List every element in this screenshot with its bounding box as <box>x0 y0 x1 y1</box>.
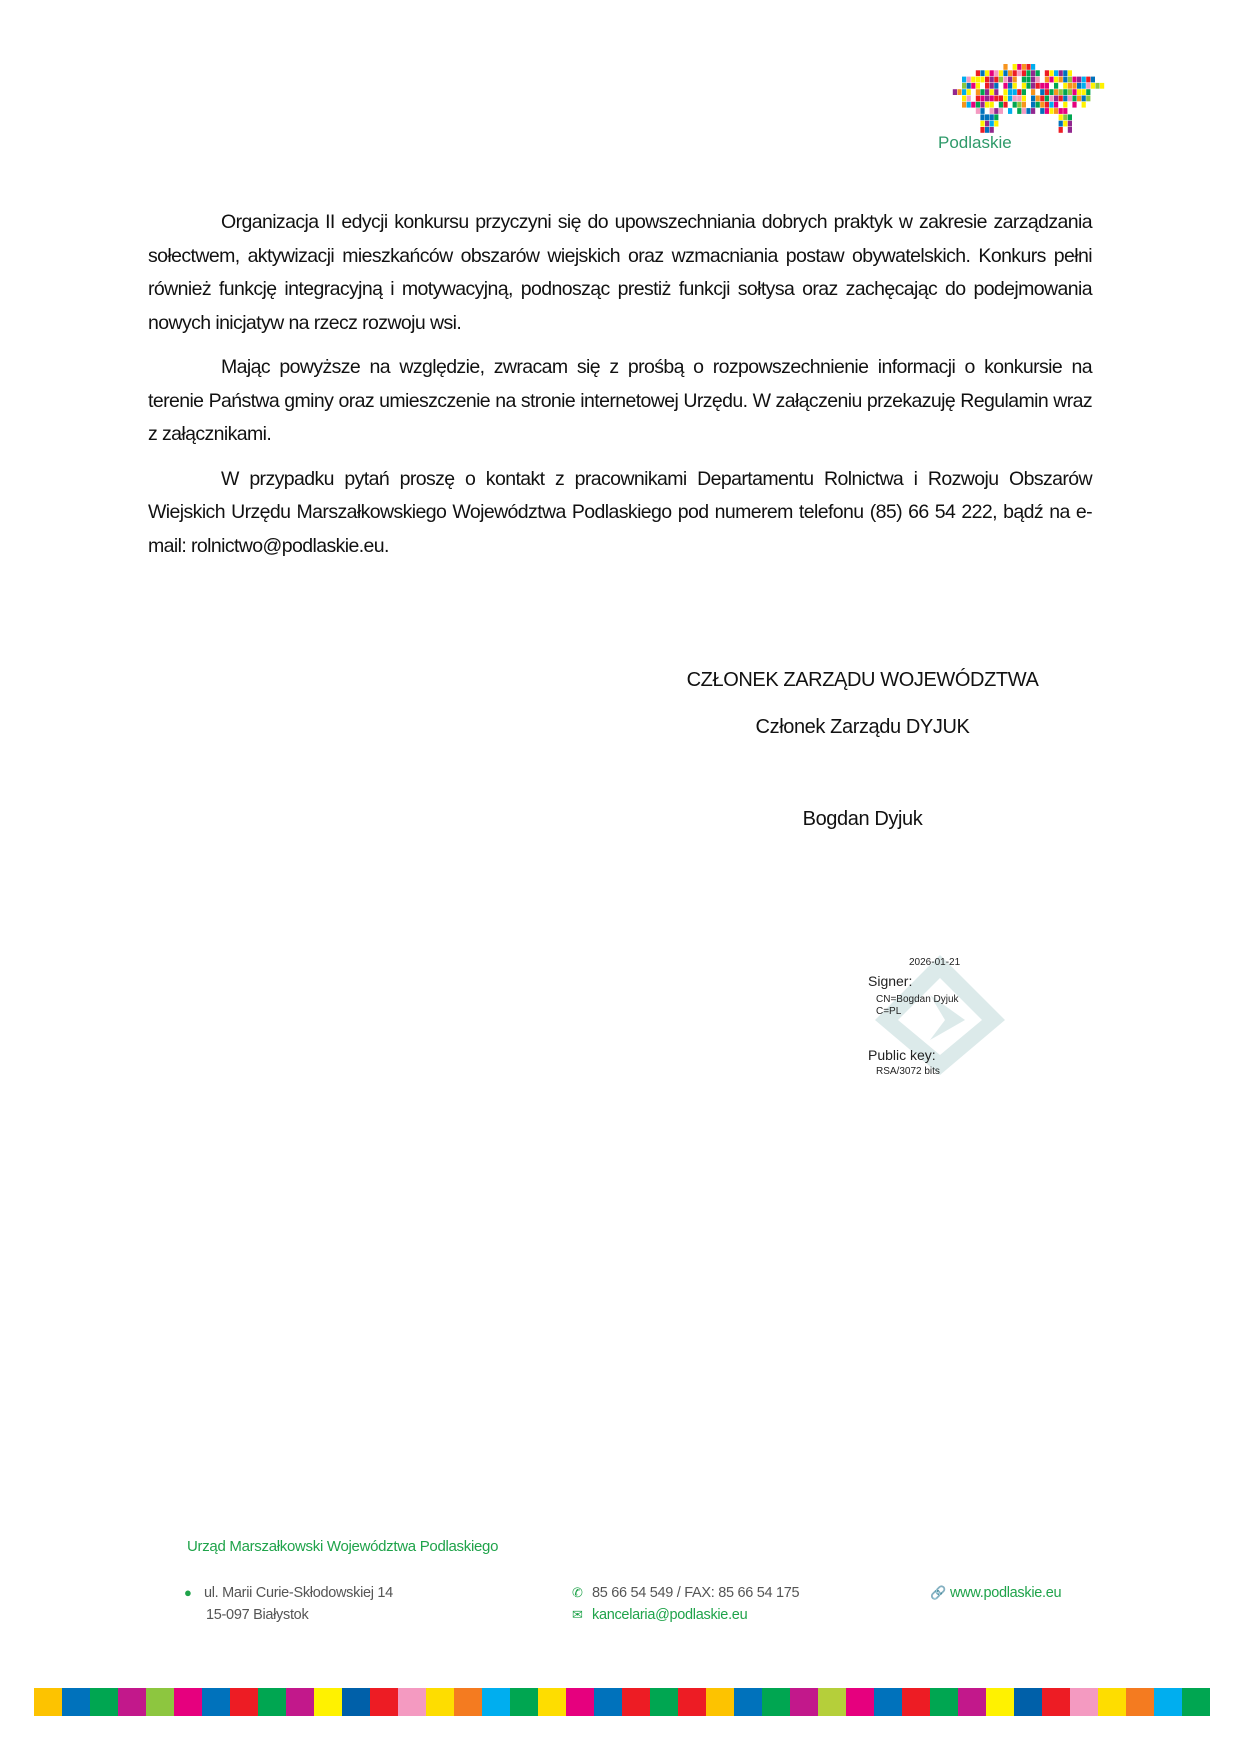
logo-pixel <box>1049 89 1053 95</box>
logo-pixel <box>1045 96 1049 102</box>
logo-pixel <box>1008 96 1012 102</box>
logo-pixel <box>1049 108 1053 114</box>
logo-pixel <box>1031 77 1035 83</box>
stripe-segment <box>146 1688 174 1716</box>
logo-pixel <box>1036 102 1040 108</box>
logo-pixel <box>1077 96 1081 102</box>
logo-pixel <box>976 70 980 76</box>
stripe-segment <box>342 1688 370 1716</box>
stripe-segment <box>1126 1688 1154 1716</box>
logo-pixel <box>957 89 961 95</box>
logo-pixel <box>980 121 984 127</box>
logo-pixel <box>1059 96 1063 102</box>
logo-pixel <box>1082 77 1086 83</box>
logo-pixel <box>1068 114 1072 120</box>
logo-pixel <box>1013 83 1017 89</box>
logo-pixel <box>1059 77 1063 83</box>
logo-pixel <box>1054 102 1058 108</box>
logo-pixel <box>1013 77 1017 83</box>
logo-pixel <box>967 96 971 102</box>
logo-pixel <box>999 102 1003 108</box>
logo-pixel <box>1022 96 1026 102</box>
logo-pixel <box>1013 102 1017 108</box>
stripe-segment <box>90 1688 118 1716</box>
logo-pixel <box>985 102 989 108</box>
stripe-segment <box>1182 1688 1210 1716</box>
logo-pixel <box>1045 108 1049 114</box>
logo-pixel <box>1022 83 1026 89</box>
stripe-segment <box>202 1688 230 1716</box>
logo-pixel <box>971 102 975 108</box>
logo-pixel <box>1022 64 1026 70</box>
logo-pixel <box>1091 83 1095 89</box>
logo-pixel <box>1068 83 1072 89</box>
logo-pixel <box>994 70 998 76</box>
logo-pixel <box>1003 64 1007 70</box>
logo-pixel <box>990 70 994 76</box>
logo-pixel <box>976 108 980 114</box>
logo-pixel <box>1031 70 1035 76</box>
paragraph: W przypadku pytań proszę o kontakt z pracownikami Departamentu Rolnictwa i Rozwoju Obszarów Wiejskich Urzędu Marszałkowskiego Województwa Podlaskiego pod numerem telefonu (85) 66 54 222, bądź na e-mail: rolnictwo@podlaskie.eu. <box>148 467 1092 557</box>
logo-pixel <box>1068 121 1072 127</box>
logo-pixel <box>1045 102 1049 108</box>
logo-pixel <box>1008 70 1012 76</box>
logo-pixel <box>999 108 1003 114</box>
logo-pixel <box>1040 89 1044 95</box>
logo-pixel <box>1003 102 1007 108</box>
logo-pixel <box>985 77 989 83</box>
stripe-segment <box>790 1688 818 1716</box>
logo-pixel <box>1086 77 1090 83</box>
logo-pixel <box>967 77 971 83</box>
paragraph: Mając powyższe na względzie, zwracam się z prośbą o rozpowszechnienie informacji o konkursie na terenie Państwa gminy oraz umieszczenie na stronie internetowej Urzędu. W załączeniu przekazuję Regulamin wraz z załącznikami. <box>148 356 1092 445</box>
logo-pixel <box>976 77 980 83</box>
logo-pixel <box>1054 108 1058 114</box>
logo-pixel <box>1082 102 1086 108</box>
logo-pixel <box>1022 89 1026 95</box>
logo-pixel <box>962 89 966 95</box>
logo-pixel <box>990 102 994 108</box>
stripe-segment <box>986 1688 1014 1716</box>
logo-pixel <box>1003 89 1007 95</box>
stripe-segment <box>734 1688 762 1716</box>
logo-pixel <box>990 96 994 102</box>
logo-pixel <box>967 89 971 95</box>
stripe-segment <box>874 1688 902 1716</box>
logo-pixel <box>1036 70 1040 76</box>
stripe-segment <box>930 1688 958 1716</box>
logo-pixel <box>962 77 966 83</box>
logo-pixel <box>971 83 975 89</box>
logo-pixel <box>985 121 989 127</box>
logo-pixel <box>999 77 1003 83</box>
color-stripe-decoration <box>34 1688 1210 1716</box>
stripe-segment <box>62 1688 90 1716</box>
stripe-segment <box>818 1688 846 1716</box>
logo-pixel <box>1068 77 1072 83</box>
stripe-segment <box>286 1688 314 1716</box>
logo-pixel <box>1095 83 1099 89</box>
stripe-segment <box>1098 1688 1126 1716</box>
logo-pixel <box>994 96 998 102</box>
logo-pixel <box>1026 70 1030 76</box>
logo-pixel <box>1017 89 1021 95</box>
logo-pixel <box>1063 83 1067 89</box>
logo-pixel <box>1077 83 1081 89</box>
logo-pixel <box>980 96 984 102</box>
logo-pixel <box>1022 102 1026 108</box>
logo-pixel <box>980 114 984 120</box>
logo-pixel <box>1068 70 1072 76</box>
logo-pixel <box>994 89 998 95</box>
link-icon: 🔗 <box>930 1585 946 1600</box>
logo-pixel <box>1040 102 1044 108</box>
logo-pixel <box>985 70 989 76</box>
logo-pixel <box>967 102 971 108</box>
logo-pixel <box>985 96 989 102</box>
logo-pixel <box>1022 108 1026 114</box>
logo-pixel <box>1059 89 1063 95</box>
stripe-segment <box>426 1688 454 1716</box>
footer-website[interactable]: www.podlaskie.eu <box>950 1585 1062 1601</box>
logo-pixel <box>1054 70 1058 76</box>
logo-pixel <box>980 70 984 76</box>
logo-pixel <box>1026 108 1030 114</box>
logo-pixel <box>1008 89 1012 95</box>
logo-pixel <box>1031 64 1035 70</box>
location-pin-icon: ● <box>184 1585 192 1600</box>
logo-pixel <box>980 89 984 95</box>
logo-pixel <box>1017 102 1021 108</box>
logo-pixel <box>1063 77 1067 83</box>
logo-pixel <box>1091 77 1095 83</box>
logo-pixel <box>1054 89 1058 95</box>
logo-pixel <box>976 89 980 95</box>
logo-pixel <box>994 121 998 127</box>
logo-pixel <box>1063 121 1067 127</box>
logo-pixel <box>1086 89 1090 95</box>
stamp-key: RSA/3072 bits <box>876 1066 940 1077</box>
stripe-segment <box>1070 1688 1098 1716</box>
logo-pixel <box>976 83 980 89</box>
stamp-date: 2026-01-21 <box>909 957 961 968</box>
stamp-country: C=PL <box>876 1006 902 1017</box>
stripe-segment <box>118 1688 146 1716</box>
logo-pixel <box>1008 83 1012 89</box>
logo-pixel <box>962 102 966 108</box>
signature-name: Bogdan Dyjuk <box>802 808 923 830</box>
footer-email[interactable]: kancelaria@podlaskie.eu <box>592 1607 748 1623</box>
logo-pixel <box>967 83 971 89</box>
logo-pixel <box>1031 83 1035 89</box>
stripe-segment <box>678 1688 706 1716</box>
logo-pixel <box>1100 83 1104 89</box>
logo-pixel <box>980 102 984 108</box>
logo-pixel <box>1003 70 1007 76</box>
logo-pixel <box>962 96 966 102</box>
stripe-segment <box>706 1688 734 1716</box>
logo-pixel <box>1031 108 1035 114</box>
logo-text: Podlaskie <box>938 133 1012 152</box>
logo-pixel <box>1031 89 1035 95</box>
footer-address-line2: 15-097 Białystok <box>206 1607 309 1623</box>
logo-pixel <box>1040 83 1044 89</box>
logo-pixel <box>1017 108 1021 114</box>
logo-pixel <box>1063 70 1067 76</box>
stripe-segment <box>1014 1688 1042 1716</box>
logo-pixel <box>1063 108 1067 114</box>
email-icon: ✉ <box>572 1607 583 1622</box>
logo-pixel <box>1082 96 1086 102</box>
stripe-segment <box>370 1688 398 1716</box>
logo-pixel <box>1059 114 1063 120</box>
logo-pixel <box>990 89 994 95</box>
logo-pixel <box>1017 96 1021 102</box>
logo-pixel <box>1013 70 1017 76</box>
stripe-segment <box>650 1688 678 1716</box>
logo-pixel <box>1049 77 1053 83</box>
paragraph: Organizacja II edycji konkursu przyczyni się do upowszechniania dobrych praktyk w zakresie zarządzania sołectwem, aktywizacji mieszkańców obszarów wiejskich oraz wzmacniania postaw obywatelskich. Konkurs pełni również funkcję integracyjną i motywacyjną, podnosząc prestiż funkcji sołtysa oraz zachęcając do podejmowania nowych inicjatyw na rzecz rozwoju wsi. <box>148 211 1092 334</box>
logo-pixel <box>1063 96 1067 102</box>
logo-pixel <box>1022 77 1026 83</box>
logo-pixel <box>980 127 984 133</box>
stripe-segment <box>314 1688 342 1716</box>
logo-pixel <box>985 114 989 120</box>
stamp-key-label: Public key: <box>868 1047 936 1063</box>
logo-pixel <box>1022 70 1026 76</box>
logo-pixel <box>994 77 998 83</box>
logo-pixel <box>985 127 989 133</box>
logo-pixel <box>1063 89 1067 95</box>
logo-pixel <box>976 96 980 102</box>
logo-pixel <box>1059 121 1063 127</box>
logo-pixel <box>980 77 984 83</box>
logo-pixel <box>1008 77 1012 83</box>
logo-pixel <box>1040 108 1044 114</box>
logo-pixel <box>971 77 975 83</box>
logo-pixel <box>1013 89 1017 95</box>
logo-pixel <box>1036 77 1040 83</box>
logo-pixel <box>1082 83 1086 89</box>
stripe-segment <box>34 1688 62 1716</box>
logo-pixel <box>1072 96 1076 102</box>
logo-pixel <box>1003 83 1007 89</box>
logo-pixel <box>1003 77 1007 83</box>
stripe-segment <box>762 1688 790 1716</box>
logo-pixel <box>985 83 989 89</box>
logo-pixel <box>990 127 994 133</box>
logo-pixel <box>1086 83 1090 89</box>
logo-pixel <box>1017 70 1021 76</box>
logo-pixel <box>1003 96 1007 102</box>
stamp-cn: CN=Bogdan Dyjuk <box>876 994 959 1005</box>
stripe-segment <box>174 1688 202 1716</box>
logo-pixel <box>1072 102 1076 108</box>
logo-pixel <box>1049 96 1053 102</box>
signature-role: Członek Zarządu DYJUK <box>755 716 970 738</box>
stripe-segment <box>482 1688 510 1716</box>
logo-pixel <box>1077 77 1081 83</box>
stripe-segment <box>902 1688 930 1716</box>
logo-pixel <box>990 108 994 114</box>
logo-pixel <box>1054 96 1058 102</box>
logo-pixel <box>1026 83 1030 89</box>
logo-pixel <box>1068 127 1072 133</box>
stripe-segment <box>510 1688 538 1716</box>
stripe-segment <box>398 1688 426 1716</box>
logo-pixel <box>994 83 998 89</box>
stripe-segment <box>538 1688 566 1716</box>
electronic-signature-stamp <box>860 950 1060 1080</box>
logo-pixel <box>1059 70 1063 76</box>
logo-pixel <box>994 108 998 114</box>
logo-pixel <box>1059 108 1063 114</box>
logo-pixel <box>1008 108 1012 114</box>
stripe-segment <box>594 1688 622 1716</box>
phone-icon: ✆ <box>572 1585 583 1600</box>
stripe-segment <box>1042 1688 1070 1716</box>
logo-pixel <box>1082 89 1086 95</box>
logo-pixel <box>1086 96 1090 102</box>
logo-pixel <box>1045 83 1049 89</box>
logo-pixel <box>1026 77 1030 83</box>
logo-pixel <box>1063 102 1067 108</box>
stripe-segment <box>566 1688 594 1716</box>
stripe-segment <box>1154 1688 1182 1716</box>
letter-body <box>148 206 1092 574</box>
stripe-segment <box>230 1688 258 1716</box>
logo-pixel <box>990 83 994 89</box>
stripe-segment <box>258 1688 286 1716</box>
logo-pixel <box>990 114 994 120</box>
logo-pixel <box>962 83 966 89</box>
logo-pixel <box>1026 64 1030 70</box>
logo-pixel <box>1059 127 1063 133</box>
logo-pixel <box>1017 64 1021 70</box>
stamp-signer-label: Signer: <box>868 973 913 989</box>
logo-pixel <box>1031 102 1035 108</box>
stripe-segment <box>958 1688 986 1716</box>
logo-pixel <box>1013 64 1017 70</box>
logo-pixel <box>1077 89 1081 95</box>
stripe-segment <box>846 1688 874 1716</box>
logo-pixel <box>990 121 994 127</box>
logo-pixel <box>1072 89 1076 95</box>
logo-pixel <box>999 70 1003 76</box>
logo-pixel <box>1068 96 1072 102</box>
logo-pixel <box>980 108 984 114</box>
footer-organization: Urząd Marszałkowski Województwa Podlaskiego <box>187 1538 499 1555</box>
logo-pixel <box>976 102 980 108</box>
logo-pixel <box>1049 102 1053 108</box>
logo-pixel <box>985 89 989 95</box>
logo-pixel <box>1045 89 1049 95</box>
logo-pixel <box>990 77 994 83</box>
logo-pixel <box>1072 83 1076 89</box>
footer-phone: 85 66 54 549 / FAX: 85 66 54 175 <box>592 1585 800 1601</box>
logo-pixel <box>999 96 1003 102</box>
logo-pixel <box>1054 77 1058 83</box>
logo-pixel <box>953 89 957 95</box>
logo-pixel <box>1036 83 1040 89</box>
logo-pixel <box>1013 96 1017 102</box>
logo-pixel <box>1040 96 1044 102</box>
signature-title: CZŁONEK ZARZĄDU WOJEWÓDZTWA <box>686 669 1039 691</box>
logo-pixel <box>1049 70 1053 76</box>
logo-pixel <box>1063 114 1067 120</box>
logo-pixel <box>994 114 998 120</box>
logo-pixel <box>1036 96 1040 102</box>
footer-address-line1: ul. Marii Curie-Skłodowskiej 14 <box>204 1585 393 1601</box>
logo-pixel <box>1031 96 1035 102</box>
stripe-segment <box>454 1688 482 1716</box>
logo-pixel <box>1068 89 1072 95</box>
stripe-segment <box>622 1688 650 1716</box>
logo-pixel <box>1072 77 1076 83</box>
logo-pixel <box>1045 70 1049 76</box>
logo-pixel <box>1054 83 1058 89</box>
logo-pixel <box>1045 77 1049 83</box>
